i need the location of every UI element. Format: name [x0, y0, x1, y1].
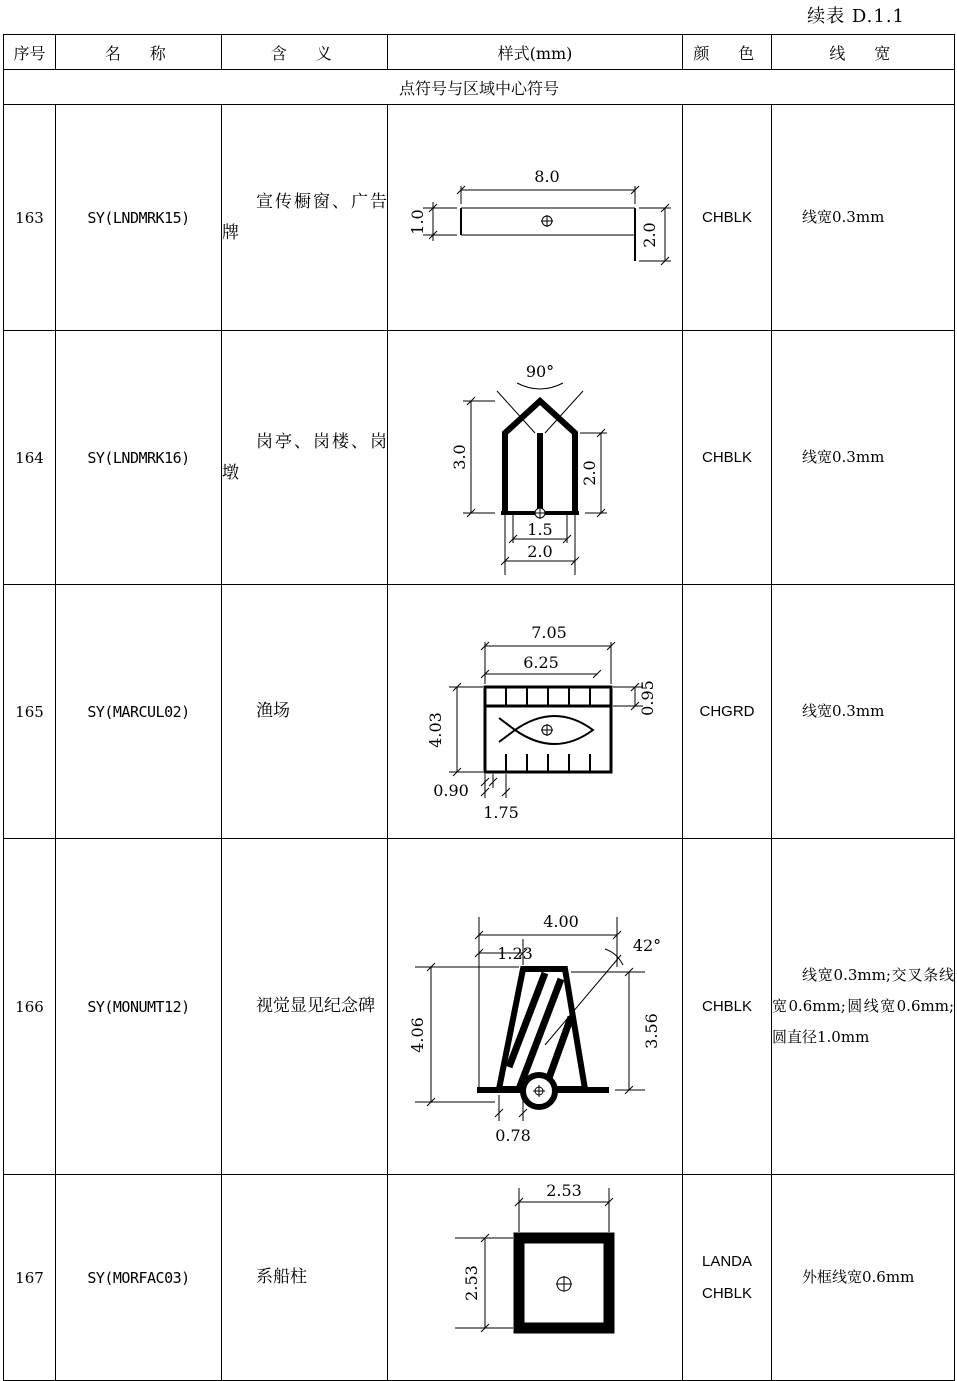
row-color: CHBLK: [683, 839, 772, 1175]
table-row: [4, 839, 955, 1175]
row-code: SY(LNDMRK16): [56, 331, 222, 585]
row-meaning: 渔场: [222, 585, 388, 839]
row-seq: 164: [4, 331, 56, 585]
row-color: CHGRD: [683, 585, 772, 839]
dim-label: 1.23: [497, 943, 533, 963]
fishing-ground-symbol: [395, 602, 675, 822]
row-color: CHBLK: [683, 105, 772, 331]
header-line-width: 线 宽: [772, 35, 955, 70]
symbol-cell: [388, 585, 683, 839]
symbol-cell: [388, 105, 683, 331]
header-row: [4, 35, 955, 70]
row-meaning: 宣传橱窗、广告牌: [222, 105, 388, 331]
row-seq: 163: [4, 105, 56, 331]
dim-label: 1.75: [483, 802, 519, 822]
row-line-width: 线宽0.3mm;交叉条线宽0.6mm;圆线宽0.6mm;圆直径1.0mm: [772, 839, 955, 1175]
row-seq: 165: [4, 585, 56, 839]
row-color: [683, 1175, 772, 1381]
row-meaning: 岗亭、岗楼、岗墩: [222, 331, 388, 585]
billboard-symbol: [395, 158, 675, 278]
row-color: CHBLK: [683, 331, 772, 585]
row-code: SY(MARCUL02): [56, 585, 222, 839]
row-seq: 167: [4, 1175, 56, 1381]
section-title: 点符号与区域中心符号: [4, 70, 955, 105]
row-meaning: 视觉显见纪念碑: [222, 839, 388, 1175]
dim-label: 90°: [525, 361, 555, 381]
dim-label: 0.90: [433, 780, 469, 800]
sentry-box-symbol: [395, 343, 675, 573]
color-line: LANDA: [701, 1252, 753, 1270]
dim-label: 4.00: [543, 911, 579, 931]
table-caption: 续表 D.1.1: [807, 6, 905, 27]
dim-label: 2.0: [640, 221, 659, 248]
section-row: [4, 70, 955, 105]
row-line-width: 线宽0.3mm: [772, 105, 955, 331]
dim-label: 1.0: [408, 208, 427, 235]
row-line-width: 线宽0.3mm: [772, 585, 955, 839]
dim-label: 2.53: [546, 1180, 582, 1200]
dim-label: 2.0: [527, 541, 553, 561]
dim-label: 6.25: [523, 652, 559, 672]
row-line-width: 外框线宽0.6mm: [772, 1175, 955, 1381]
dim-label: 7.05: [531, 622, 567, 642]
symbol-cell: [388, 331, 683, 585]
dim-label: 2.0: [580, 459, 599, 486]
row-code: SY(LNDMRK15): [56, 105, 222, 331]
symbol-table: [3, 34, 955, 1381]
row-seq: 166: [4, 839, 56, 1175]
header-seq: 序号: [4, 35, 56, 70]
header-color: 颜 色: [683, 35, 772, 70]
monument-symbol: [395, 867, 675, 1147]
dim-label: 1.5: [527, 519, 553, 539]
dim-label: 4.03: [426, 711, 445, 748]
table-row: [4, 331, 955, 585]
color-line: CHBLK: [701, 1284, 753, 1302]
dim-label: 42°: [632, 935, 662, 955]
symbol-cell: [388, 839, 683, 1175]
row-line-width: 线宽0.3mm: [772, 331, 955, 585]
dim-label: 8.0: [534, 166, 560, 186]
header-style: 样式(mm): [388, 35, 683, 70]
header-meaning: 含 义: [222, 35, 388, 70]
dim-label: 2.53: [462, 1264, 481, 1301]
row-meaning: 系船柱: [222, 1175, 388, 1381]
table-row: [4, 1175, 955, 1381]
table-row: [4, 105, 955, 331]
bollard-symbol: [395, 1178, 675, 1378]
dim-label: 0.78: [495, 1125, 531, 1145]
header-name: 名 称: [56, 35, 222, 70]
dim-label: 3.0: [450, 443, 469, 470]
row-code: SY(MONUMT12): [56, 839, 222, 1175]
dim-label: 4.06: [408, 1016, 427, 1053]
table-row: [4, 585, 955, 839]
symbol-cell: [388, 1175, 683, 1381]
row-code: SY(MORFAC03): [56, 1175, 222, 1381]
dim-label: 3.56: [642, 1012, 661, 1049]
dim-label: 0.95: [638, 679, 657, 716]
